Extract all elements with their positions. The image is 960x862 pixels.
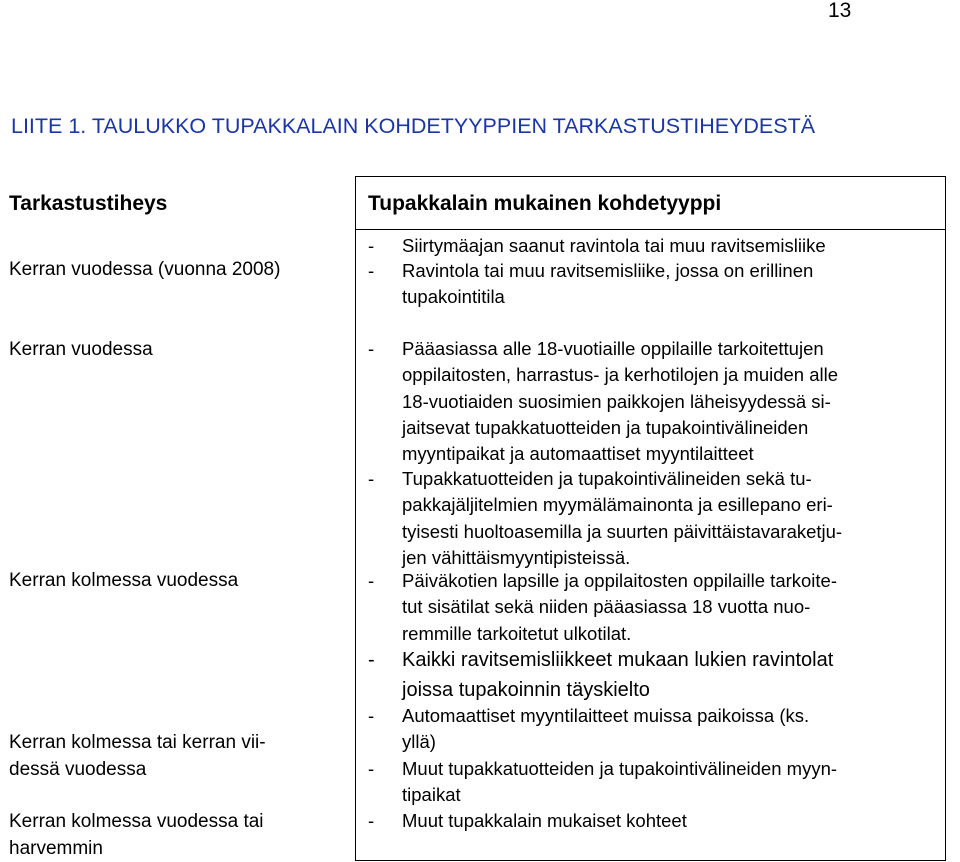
item-line: pakkajäljitelmien myymälämainonta ja esillepano eri- (402, 494, 833, 516)
item-line: Tupakkatuotteiden ja tupakointivälineiden sekä tu- (402, 468, 812, 489)
item-line: remmille tarkoitetut ulkotilat. (402, 622, 632, 644)
item-line: oppilaitosten, harrastus- ja kerhotilojen ja muiden alle (402, 364, 839, 386)
table-left-border (355, 176, 356, 861)
frequency-line: Kerran kolmessa vuodessa (9, 570, 239, 591)
frequency-line: Kerran vuodessa (9, 339, 153, 360)
item-line: Automaattiset myyntilaitteet muissa paikoissa (ks. (402, 705, 810, 726)
table-right-border (945, 176, 946, 861)
item-line: 18-vuotiaiden suosimien paikkojen läheisyydessä si- (402, 390, 831, 412)
item-line: myyntipaikat ja automaattiset myyntilaitteet (402, 443, 754, 465)
bullet-dash: - (368, 235, 375, 256)
frequency-cell (9, 729, 266, 783)
item-line: Ravintola tai muu ravitsemisliike, jossa on erillinen (402, 260, 814, 281)
bullet-dash: - (368, 649, 375, 671)
item-line: Pääasiassa alle 18-vuotiaille oppilaille tarkoitettujen (402, 338, 824, 359)
item-line: Kaikki ravitsemisliikkeet mukaan lukien ravintolat (402, 649, 834, 671)
appendix-title: LIITE 1. TAULUKKO TUPAKKALAIN KOHDETYYPPIEN TARKASTUSTIHEYDESTÄ (11, 114, 816, 138)
frequency-line: dessä vuodessa (9, 759, 147, 780)
table-header-divider (355, 229, 946, 230)
bullet-dash: - (368, 570, 375, 591)
bullet-dash: - (368, 758, 375, 779)
frequency-cell (9, 256, 280, 283)
table-bottom-border (355, 860, 946, 861)
item-line: Päiväkotien lapsille ja oppilaitosten oppilaille tarkoite- (402, 570, 838, 591)
bullet-dash: - (368, 810, 375, 831)
item-line: tyisesti huoltoasemilla ja suurten päivittäistavaraketju- (402, 520, 843, 542)
frequency-line: Kerran kolmessa vuodessa tai (9, 811, 264, 832)
item-line: yllä) (402, 731, 436, 753)
item-line: tupakointitila (402, 286, 505, 308)
page-number: 13 (828, 0, 852, 22)
item-line: joissa tupakoinnin täyskielto (402, 679, 650, 701)
frequency-line: Kerran kolmessa tai kerran vii- (9, 732, 266, 753)
frequency-cell (9, 808, 264, 862)
frequency-cell (9, 567, 238, 594)
bullet-dash: - (368, 338, 375, 359)
item-line: Muut tupakkatuotteiden ja tupakointivälineiden myyn- (402, 758, 838, 779)
item-line: jen vähittäismyyntipisteissä. (402, 546, 631, 568)
bullet-dash: - (368, 260, 375, 281)
frequency-line: Kerran vuodessa (vuonna 2008) (9, 259, 281, 280)
table-top-border (355, 176, 946, 177)
bullet-dash: - (368, 468, 375, 489)
item-line: jaitsevat tupakkatuotteiden ja tupakointivälineiden (402, 416, 809, 438)
item-line: Muut tupakkalain mukaiset kohteet (402, 810, 687, 831)
bullet-dash: - (368, 705, 375, 726)
target-type-column-header: Tupakkalain mukainen kohdetyyppi (368, 192, 722, 215)
item-line: tipaikat (402, 784, 461, 806)
frequency-column-header: Tarkastustiheys (9, 192, 168, 215)
frequency-line: harvemmin (9, 838, 103, 859)
frequency-cell (9, 336, 153, 363)
item-line: Siirtymäajan saanut ravintola tai muu ravitsemisliike (402, 235, 826, 256)
item-line: tut sisätilat sekä niiden pääasiassa 18 vuotta nuo- (402, 596, 811, 618)
